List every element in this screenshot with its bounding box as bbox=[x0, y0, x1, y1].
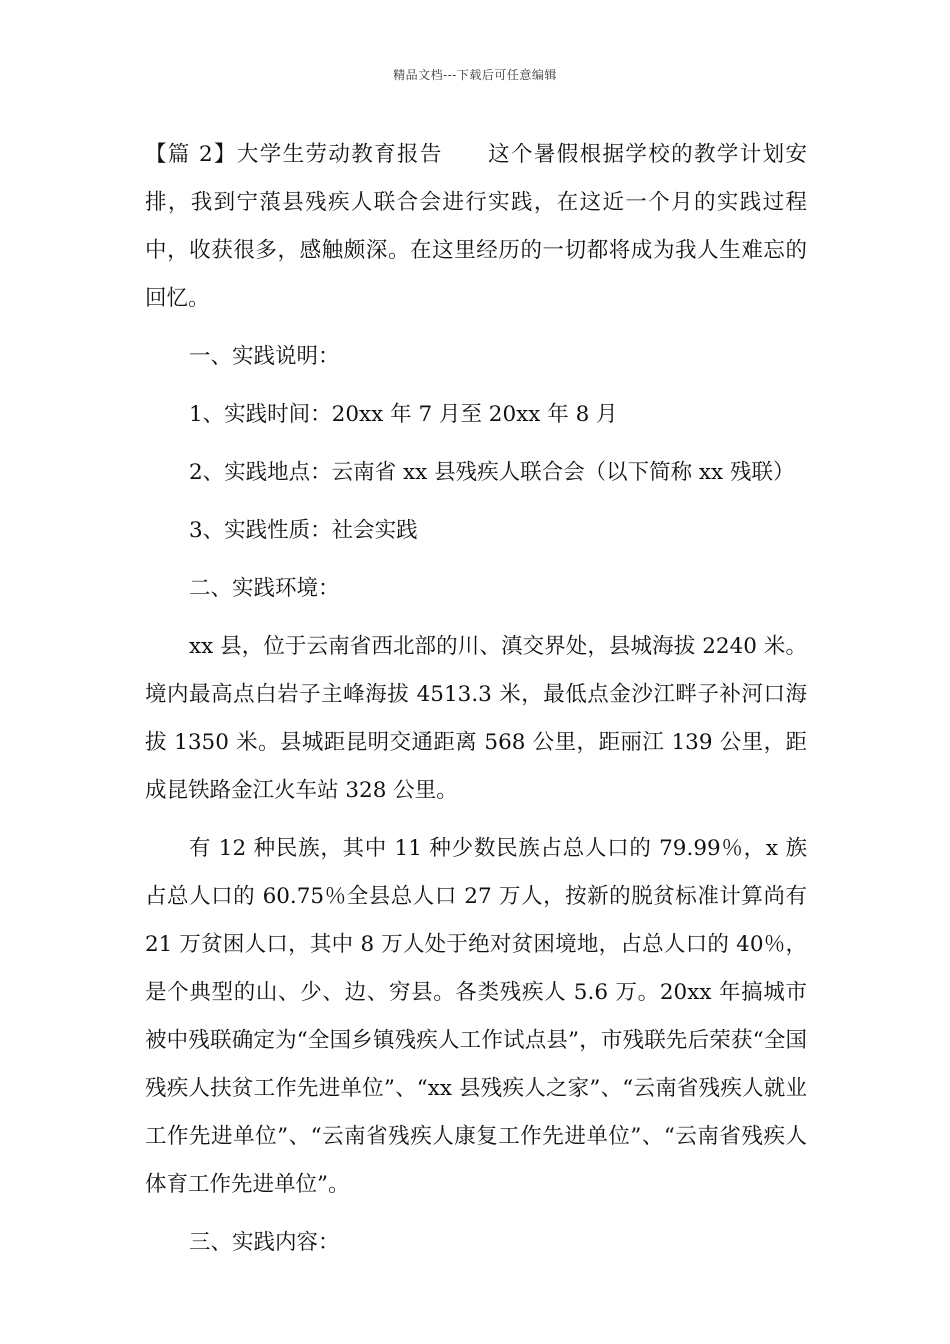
intro-paragraph bbox=[145, 131, 807, 323]
practice-time-item: 1、实践时间：20xx 年 7 月至 20xx 年 8 月 bbox=[189, 402, 618, 427]
environment-paragraph-2: 有 12 种民族，其中 11 种少数民族占总人口的 79.99％，x 族占总人口的 60.75％全县总人口 27 万人，按新的脱贫标准计算尚有 21 万贫困人口，其中 8 万人处于绝对贫困境地，占总人口的 40％，是个典型的山、少、边、穷县。各类残疾人 5.6 万。20xx 年搞城市被中残联确定为“全国乡镇残疾人工作试点县”，市残联先后荣获“全国残疾人扶贫工作先进单位”、“xx 县残疾人之家”、“云南省残疾人就业工作先进单位”、“云南省残疾人康复工作先进单位”、“云南省残疾人体育工作先进单位”。 bbox=[145, 836, 807, 1197]
section-heading-3: 三、实践内容： bbox=[189, 1230, 340, 1255]
report-title: 【篇 2】大学生劳动教育报告 bbox=[145, 142, 443, 167]
practice-location-item: 2、实践地点：云南省 xx 县残疾人联合会（以下简称 xx 残联） bbox=[189, 460, 795, 485]
environment-paragraph-1: xx 县，位于云南省西北部的川、滇交界处，县城海拔 2240 米。境内最高点白岩子主峰海拔 4513.3 米，最低点金沙江畔子补河口海拔 1350 米。县城距昆明交通距离 568 公里，距丽江 139 公里，距成昆铁路金江火车站 328 公里。 bbox=[145, 634, 807, 803]
section-heading-2: 二、实践环境： bbox=[189, 576, 340, 601]
practice-nature-item: 3、实践性质：社会实践 bbox=[189, 518, 418, 543]
section-heading-1: 一、实践说明： bbox=[189, 344, 340, 369]
page-header: 精品文档---下载后可任意编辑 bbox=[393, 68, 557, 82]
document-body bbox=[145, 131, 807, 1267]
intro-text: 这个暑假根据学校的教学计划安排，我到宁蒗县残疾人联合会进行实践，在这近一个月的实践过程中，收获很多，感触颇深。在这里经历的一切都将成为我人生难忘的回忆。 bbox=[145, 142, 807, 311]
